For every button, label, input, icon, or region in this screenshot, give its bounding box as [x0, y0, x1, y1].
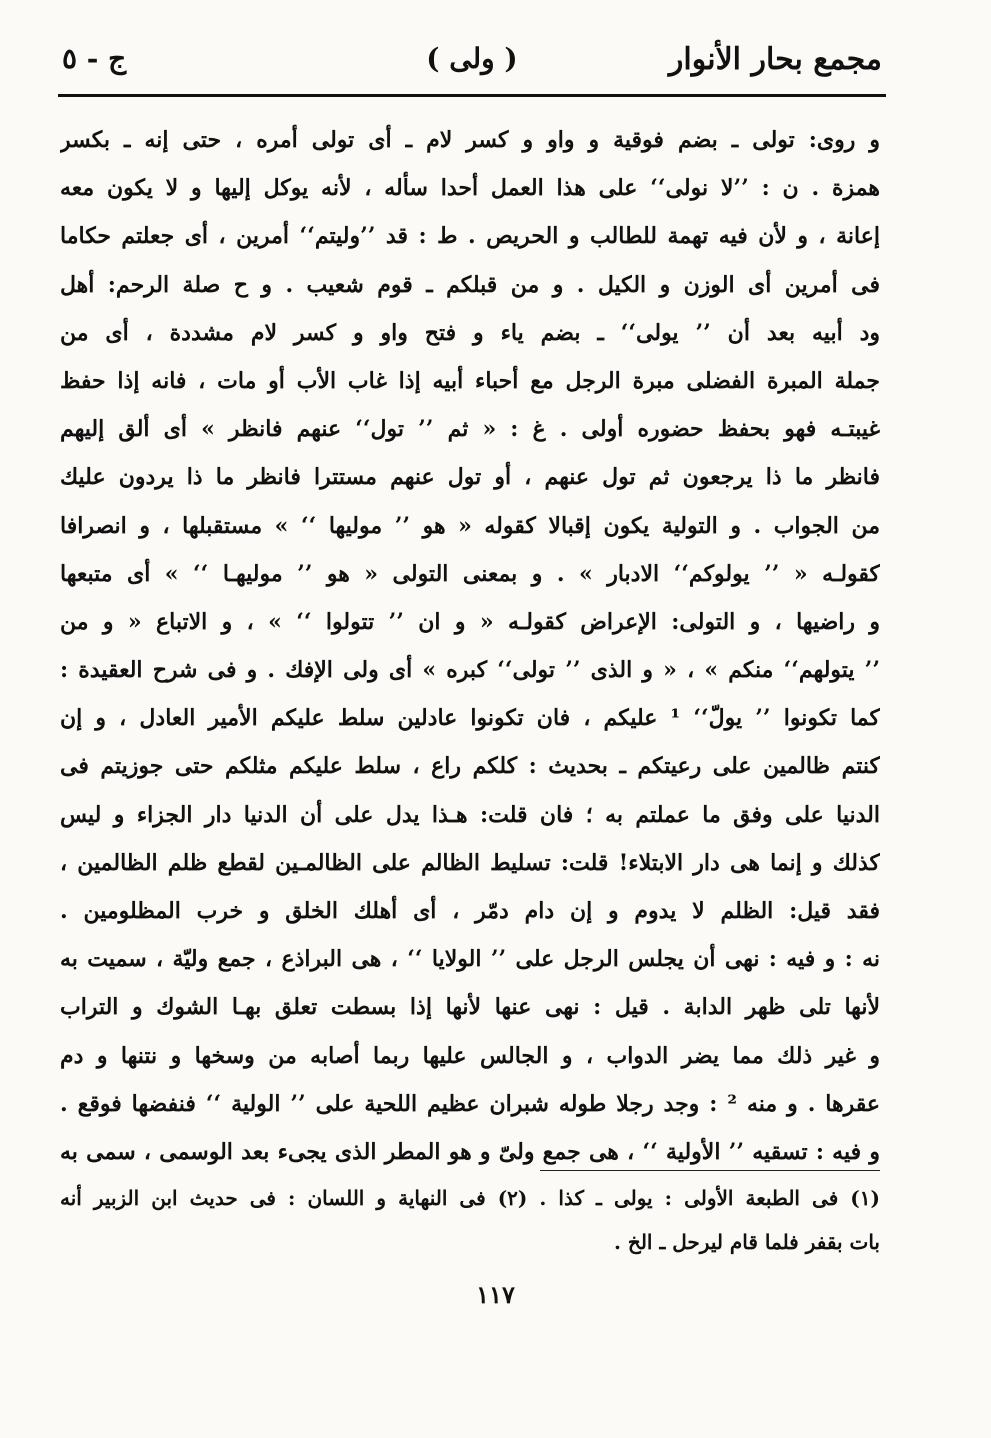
footnote-line: بات بقفر فلما قام ليرحل ـ الخ .: [614, 1230, 880, 1254]
text-line: عقرها . و منه ² : وجد رجلا طوله شبران عظيم اللحية على ’’ الولية ‘‘ فنفضها فوقع .: [60, 1090, 880, 1117]
text-line: كذلك و إنما هى دار الابتلاء! قلت: تسليط الظالم على الظالمـين لقطع ظلم الظالمين ،: [60, 849, 880, 876]
text-line: همزة . ن : ’’لا نولى‘‘ على هذا العمل أحدا سأله ، لأنه يوكل إليها و لا يكون معه: [60, 175, 880, 202]
text-line: و غير ذلك مما يضر الدواب ، و الجالس عليها ربما أصابه من وسخها و نتنها و دم: [60, 1042, 880, 1069]
text-line: كما تكونوا ’’ يولّ‘‘ ¹ عليكم ، فان تكونوا عادلين سلط عليكم الأمير العادل ، و إن: [60, 705, 880, 732]
main-text: [60, 116, 880, 1176]
text-line: نه : و فيه : نهى أن يجلس الرجل على ’’ الولايا ‘‘ ، هى البراذع ، جمع وليّة ، سميت به: [60, 946, 880, 973]
text-line: جملة المبرة الفضلى مبرة الرجل مع أحباء أبيه إذا غاب الأب أو مات ، فانه إذا حفظ: [60, 367, 880, 394]
text-line: من الجواب . و التولية يكون إقبالا كقوله « هو ’’ موليها ‘‘ » مستقبلها ، و انصرافا: [60, 512, 880, 539]
text-line: غيبتـه فهو بحفظ حضوره أولى . غ : « ثم ’’ تول‘‘ عنهم فانظر » أى ألق إليهم: [60, 416, 880, 443]
text-line: ’’ يتولهم‘‘ منكم » ، « و الذى ’’ تولى‘‘ كبره » أى ولى الإفك . و فى شرح العقيدة :: [60, 657, 880, 684]
text-line: فى أمرين أى الوزن و الكيل . و من قبلكم ـ قوم شعيب . و ح صلة الرحم: أهل: [60, 271, 880, 298]
footnote-line: (١) فى الطبعة الأولى : يولى ـ كذا . (٢) فى النهاية و اللسان : فى حديث ابن الزبير أنه: [60, 1186, 880, 1210]
page-number: ١١٧: [476, 1280, 515, 1309]
footnote-rule: [540, 1170, 880, 1171]
text-line: و روى: تولى ـ بضم فوقية و واو و كسر لام ـ أى تولى أمره ، حتى إنه ـ بكسر: [60, 127, 880, 153]
text-line: و راضيها ، و التولى: الإعراض كقولـه « و ان ’’ تتولوا ‘‘ » ، و الاتباع « و من: [60, 608, 880, 635]
text-line: كنتم ظالمين على رعيتكم ـ بحديث : كلكم راع ، سلط عليكم مثلكم حتى جوزيتم فى: [60, 753, 880, 780]
book-title: مجمع بحار الأنوار: [668, 42, 882, 77]
volume-label: ج - ٥: [62, 42, 127, 75]
text-line: كقولـه « ’’ يولوكم‘‘ الادبار » . و بمعنى التولى « هو ’’ موليهـا ‘‘ » أى متبعها: [60, 560, 880, 587]
text-line: لأنها تلى ظهر الدابة . قيل : نهى عنها لأنها إذا بسطت تعلق بهـا الشوك و التراب: [60, 994, 880, 1021]
text-line: إعانة ، و لأن فيه تهمة للطالب و الحريص . ط : قد ’’وليتم‘‘ أمرين ، أى جعلتم حكاما: [60, 223, 880, 250]
footnotes: [60, 1176, 880, 1264]
header-rule: [58, 94, 886, 97]
text-line: فانظر ما ذا يرجعون ثم تول عنهم ، أو تول عنهم مستترا فانظر ما ذا يردون عليك: [60, 464, 880, 491]
text-line: فقد قيل: الظلم لا يدوم و إن دام دمّر ، أى أهلك الخلق و خرب المظلومين .: [60, 898, 880, 924]
text-line: و فيه : تسقيه ’’ الأولية ‘‘ ، هى جمع ولىّ و هو المطر الذى يجىء بعد الوسمى ، سمى به: [60, 1138, 880, 1165]
page-header: [62, 42, 882, 92]
entry-root: ( ولى ): [426, 42, 518, 75]
text-line: الدنيا على وفق ما عملتم به ؛ فان قلت: هـذا يدل على أن الدنيا دار الجزاء و ليس: [60, 801, 880, 828]
text-line: ود أبيه بعد أن ’’ يولى‘‘ ـ بضم ياء و فتح واو و كسر لام مشددة ، أى من: [60, 319, 880, 346]
